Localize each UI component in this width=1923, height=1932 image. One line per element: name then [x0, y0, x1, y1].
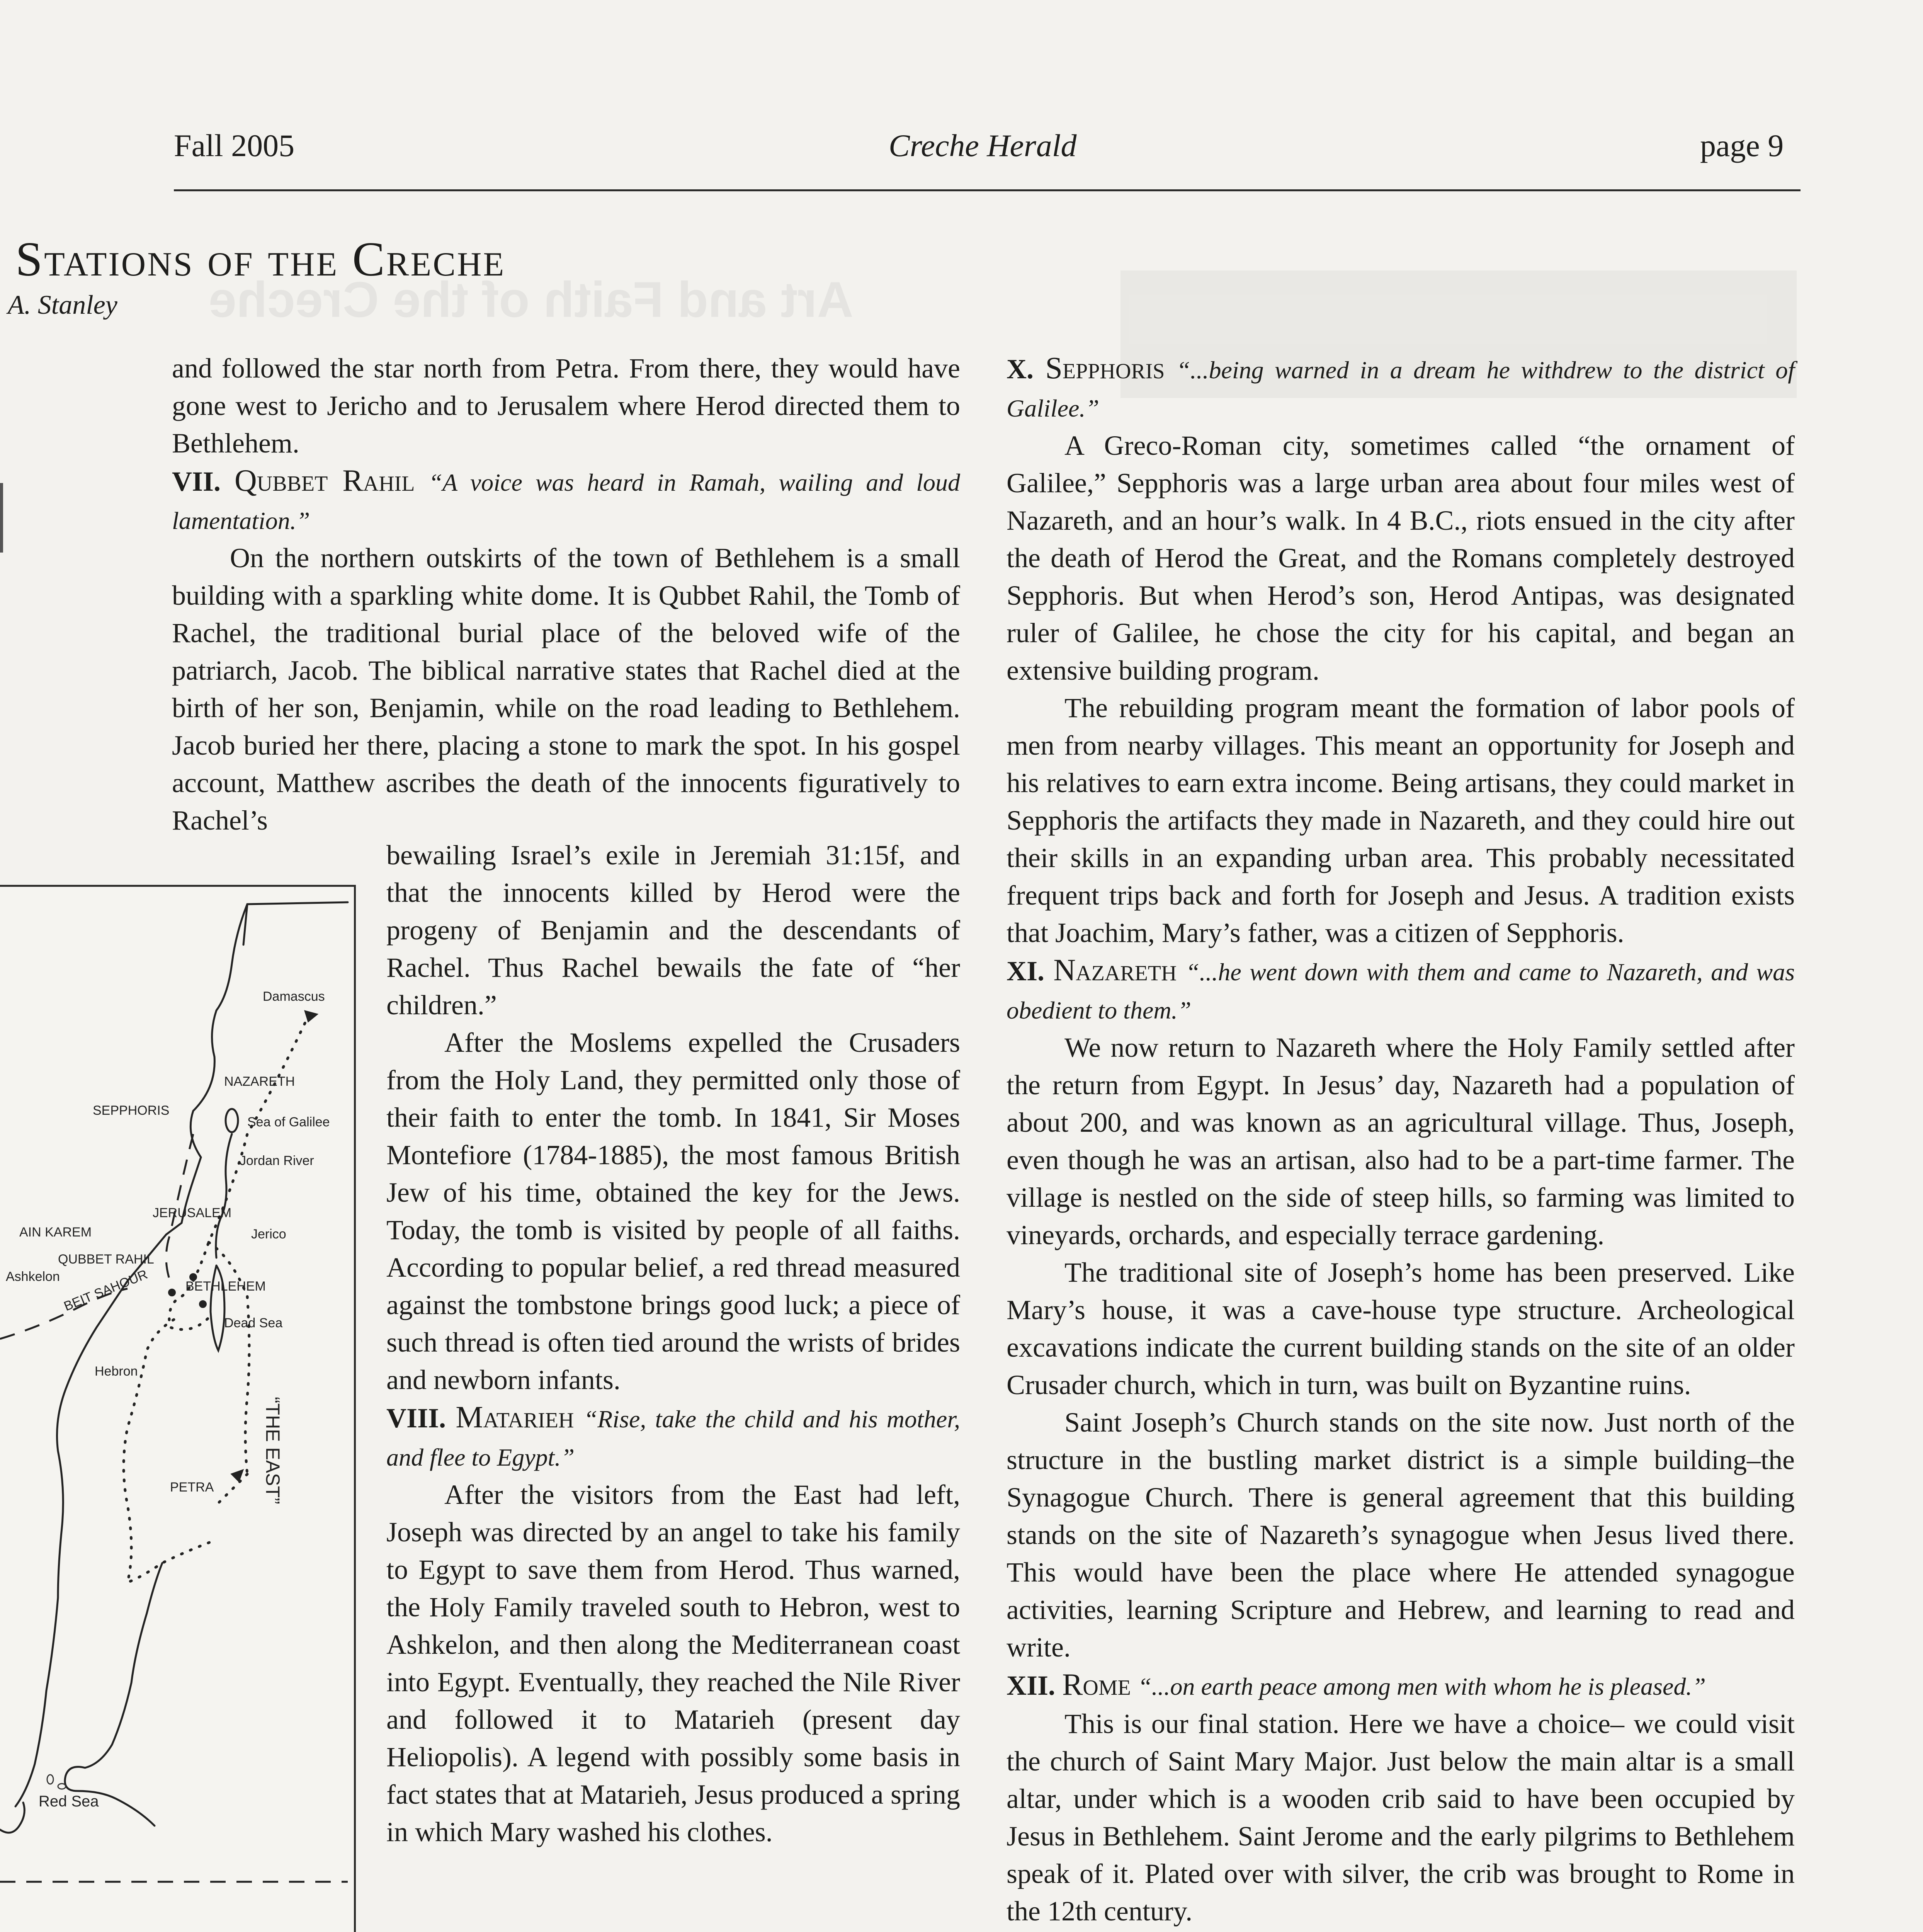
bleed-through-text: Art and Faith of the Creche [209, 271, 854, 328]
map-label-petra: PETRA [170, 1480, 214, 1495]
map-label-dead-sea: Dead Sea [224, 1316, 283, 1330]
left-column-top [172, 350, 960, 839]
map-label-hebron: Hebron [95, 1364, 138, 1379]
map-drawing [0, 887, 354, 1932]
station-11-paragraph-2: The traditional site of Joseph’s home has been preserved. Like Mary’s house, it was a cave-house type structure. Archeological excavations indicate the current building stands on the site of an older Crusader church, which in turn, was built on Byzantine ruins. [1007, 1257, 1795, 1400]
station-heading-10: X. Sepphoris “...being warned in a dream he withdrew to the district of Galilee.” [1007, 351, 1795, 422]
map-label-qubbet-rahil: QUBBET RAHIL [58, 1252, 154, 1267]
map-label-bethlehem: BETHLEHEM [185, 1279, 266, 1294]
publication-name: Creche Herald [889, 128, 1077, 163]
map-label-the-east: “THE EAST” [262, 1397, 284, 1504]
map-label-jerusalem: JERUSALEM [153, 1206, 232, 1220]
station-11-paragraph-1: We now return to Nazareth where the Holy Family settled after the return from Egypt. In Jesus’ day, Nazareth had a population of about 200, and was known as an agricultural village. Thus, Joseph, even though he was an artisan, also had to be a part-time farmer. The village is nestled on the side of steep hills, so farming was limited to vineyards, orchards, and especially terrace gardening. [1007, 1032, 1795, 1250]
map-label-ain-karem: AIN KAREM [19, 1225, 92, 1240]
map-label-ashkelon: Ashkelon [6, 1269, 60, 1284]
station-7-paragraph-1: On the northern outskirts of the town of Bethlehem is a small building with a sparkling white dome. It is Qubbet Rahil, the Tomb of Rachel, the traditional burial place of the beloved wife of the patriarch, Jacob. The biblical narrative states that Rachel died at the birth of her son, Benjamin, while on the road leading to Bethlehem. Jacob buried her there, placing a stone to mark the spot. In his gospel account, Matthew ascribes the death of the innocents figuratively to Rachel’s [172, 543, 960, 836]
station-10-paragraph-1: A Greco-Roman city, sometimes called “the ornament of Galilee,” Sepphoris was a large urban area about four miles west of Nazareth, and an hour’s walk. In 4 B.C., riots ensued in the city after the death of Herod the Great, and the Romans completely destroyed Sepphoris. But when Herod’s son, Herod Antipas, was designated ruler of Galilee, he chose the city for his capital, and began an extensive building program. [1007, 430, 1795, 686]
map-label-sea-of-galilee: Sea of Galilee [247, 1115, 330, 1129]
station-12-paragraph-1: This is our final station. Here we have a choice– we could visit the church of Saint Mary Major. Just below the main altar is a small altar, under which is a wooden crib said to have been occupied by Jesus in Bethlehem. Saint Jerome and the early pilgrims to Bethlehem speak of it. Plated over with silver, the crib was brought to Rome in the 12th century. [1007, 1708, 1795, 1927]
map-label-jordan-river: Jordan River [240, 1153, 314, 1168]
station-11-paragraph-3: Saint Joseph’s Church stands on the site now. Just north of the structure in the bustling market district is a simple building–the Synagogue Church. There is general agreement that this building stands on the site of Nazareth’s synagogue when Jesus lived there. This would have been the place where He attended synagogue activities, learning Scripture and Hebrew, and learning to read and write. [1007, 1407, 1795, 1663]
route-map [0, 885, 356, 1932]
map-label-red-sea: Red Sea [39, 1793, 99, 1810]
article-author: A. Stanley [8, 290, 117, 320]
article-title: Stations of the Creche [15, 233, 506, 286]
margin-mark [0, 483, 3, 553]
station-heading-11: XI. Nazareth “...he went down with them and came to Nazareth, and was obedient to them.” [1007, 953, 1795, 1024]
left-column-narrow [386, 837, 960, 1851]
station-heading-7: VII. Qubbet Rahil “A voice was heard in Ramah, wailing and loud lamentation.” [172, 464, 961, 534]
map-label-damascus: Damascus [263, 989, 325, 1004]
header-rule [174, 189, 1801, 191]
map-label-sepphoris: SEPPHORIS [93, 1103, 170, 1118]
intro-paragraph: and followed the star north from Petra. From there, they would have gone west to Jericho and to Jerusalem where Herod directed them to Bethlehem. [172, 353, 960, 459]
map-label-nazareth: NAZARETH [224, 1074, 295, 1089]
map-label-beit-sahour: BEIT SAHOUR [62, 1267, 150, 1314]
station-7-paragraph-2: After the Moslems expelled the Crusaders from the Holy Land, they permitted only those of their faith to enter the tomb. In 1841, Sir Moses Montefiore (1784-1885), the most famous British Jew of his time, obtained the key for the Jews. Today, the tomb is visited by people of all faiths. According to popular belief, a red thread measured against the tombstone brings good luck; a piece of such thread is often tied around the wrists of brides and newborn infants. [386, 1027, 960, 1395]
station-heading-12: XII. Rome “...on earth peace among men with whom he is pleased.” [1007, 1668, 1706, 1702]
issue-date: Fall 2005 [174, 128, 295, 163]
station-10-paragraph-2: The rebuilding program meant the formation of labor pools of men from nearby villages. This meant an opportunity for Joseph and his relatives to earn extra income. Being artisans, they could market in Sepphoris the artifacts they made in Nazareth, and they could hire out their skills in an expanding urban area. This probably necessitated frequent trips back and forth for Joseph and Jesus. A tradition exists that Joachim, Mary’s father, was a citizen of Sepphoris. [1007, 692, 1795, 948]
station-8-paragraph-1: After the visitors from the East had left, Joseph was directed by an angel to take his family to Egypt to save them from Herod. Thus warned, the Holy Family traveled south to Hebron, west to Ashkelon, and then along the Mediterranean coast into Egypt. Eventually, they reached the Nile River and followed it to Matarieh (present day Heliopolis). A legend with possibly some basis in fact states that at Matarieh, Jesus produced a spring in which Mary washed his clothes. [386, 1479, 960, 1847]
station-12-paragraph-2 [1007, 1930, 1795, 1932]
station-heading-8: VIII. Matarieh “Rise, take the child and his mother, and flee to Egypt.” [386, 1400, 961, 1471]
map-label-jerico: Jerico [251, 1227, 286, 1242]
right-column [1007, 350, 1795, 1932]
station-7-paragraph-1-cont: bewailing Israel’s exile in Jeremiah 31:15f, and that the innocents killed by Herod were the progeny of Benjamin and the descendants of Rachel. Thus Rachel bewails the fate of “her children.” [386, 840, 960, 1020]
page-number: page 9 [1700, 128, 1784, 163]
